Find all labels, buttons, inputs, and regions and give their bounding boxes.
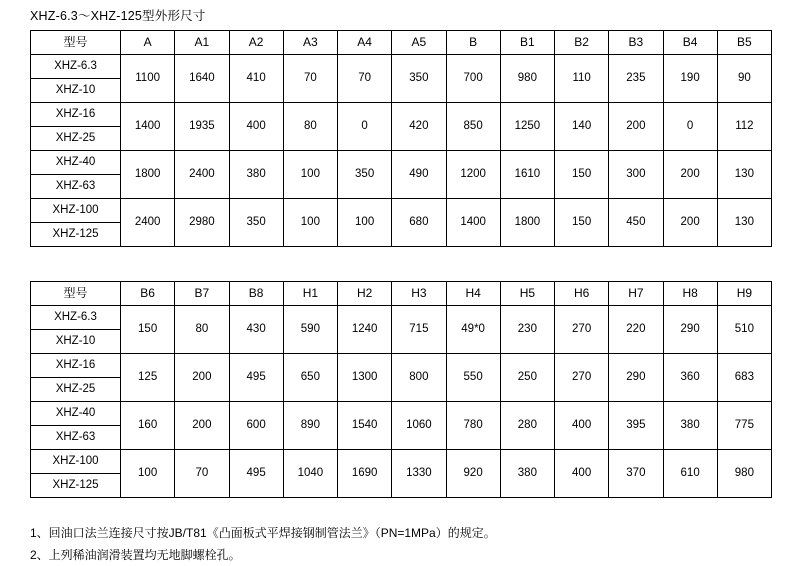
- value-cell: 112: [717, 103, 771, 151]
- table-row: [31, 199, 772, 223]
- value-cell: 140: [555, 103, 609, 151]
- value-cell: 200: [663, 151, 717, 199]
- value-cell: 150: [555, 199, 609, 247]
- value-cell: 395: [609, 402, 663, 450]
- value-cell: 270: [555, 354, 609, 402]
- column-header: B3: [609, 31, 663, 55]
- table-header-row: [31, 282, 772, 306]
- value-cell: 1240: [338, 306, 392, 354]
- value-cell: 90: [717, 55, 771, 103]
- model-cell: XHZ-125: [31, 223, 121, 247]
- column-header: H6: [555, 282, 609, 306]
- value-cell: 2400: [121, 199, 175, 247]
- column-header: B6: [121, 282, 175, 306]
- value-cell: 200: [663, 199, 717, 247]
- table-row: [31, 55, 772, 79]
- table-header-row: [31, 31, 772, 55]
- value-cell: 1400: [446, 199, 500, 247]
- value-cell: 700: [446, 55, 500, 103]
- column-header: B8: [229, 282, 283, 306]
- value-cell: 450: [609, 199, 663, 247]
- value-cell: 130: [717, 199, 771, 247]
- model-cell: XHZ-125: [31, 474, 121, 498]
- value-cell: 495: [229, 450, 283, 498]
- value-cell: 410: [229, 55, 283, 103]
- value-cell: 100: [121, 450, 175, 498]
- model-cell: XHZ-40: [31, 151, 121, 175]
- column-header: 型号: [31, 282, 121, 306]
- column-header: B5: [717, 31, 771, 55]
- value-cell: 890: [283, 402, 337, 450]
- value-cell: 400: [555, 450, 609, 498]
- model-cell: XHZ-10: [31, 79, 121, 103]
- column-header: H2: [338, 282, 392, 306]
- value-cell: 490: [392, 151, 446, 199]
- column-header: B2: [555, 31, 609, 55]
- note-item: 2、上列稀油润滑装置均无地脚螺栓孔。: [30, 548, 241, 562]
- table-row: [31, 450, 772, 474]
- table-row: [31, 306, 772, 330]
- value-cell: 0: [338, 103, 392, 151]
- value-cell: 49*0: [446, 306, 500, 354]
- model-cell: XHZ-10: [31, 330, 121, 354]
- value-cell: 190: [663, 55, 717, 103]
- value-cell: 370: [609, 450, 663, 498]
- notes-section: [30, 522, 772, 566]
- value-cell: 360: [663, 354, 717, 402]
- model-cell: XHZ-40: [31, 402, 121, 426]
- value-cell: 430: [229, 306, 283, 354]
- value-cell: 200: [175, 402, 229, 450]
- value-cell: 1540: [338, 402, 392, 450]
- column-header: B1: [500, 31, 554, 55]
- value-cell: 300: [609, 151, 663, 199]
- value-cell: 235: [609, 55, 663, 103]
- value-cell: 1610: [500, 151, 554, 199]
- model-cell: XHZ-16: [31, 103, 121, 127]
- value-cell: 420: [392, 103, 446, 151]
- model-cell: XHZ-25: [31, 127, 121, 151]
- value-cell: 650: [283, 354, 337, 402]
- model-cell: XHZ-16: [31, 354, 121, 378]
- value-cell: 230: [500, 306, 554, 354]
- value-cell: 680: [392, 199, 446, 247]
- value-cell: 290: [609, 354, 663, 402]
- column-header: H5: [500, 282, 554, 306]
- column-header: B: [446, 31, 500, 55]
- value-cell: 150: [555, 151, 609, 199]
- table-row: [31, 103, 772, 127]
- value-cell: 1060: [392, 402, 446, 450]
- value-cell: 1100: [121, 55, 175, 103]
- value-cell: 715: [392, 306, 446, 354]
- value-cell: 350: [392, 55, 446, 103]
- model-cell: XHZ-63: [31, 175, 121, 199]
- value-cell: 550: [446, 354, 500, 402]
- value-cell: 200: [609, 103, 663, 151]
- table-row: [31, 151, 772, 175]
- column-header: A: [121, 31, 175, 55]
- value-cell: 270: [555, 306, 609, 354]
- value-cell: 70: [175, 450, 229, 498]
- value-cell: 380: [229, 151, 283, 199]
- value-cell: 100: [338, 199, 392, 247]
- value-cell: 775: [717, 402, 771, 450]
- value-cell: 1935: [175, 103, 229, 151]
- value-cell: 400: [229, 103, 283, 151]
- column-header: H9: [717, 282, 771, 306]
- model-cell: XHZ-25: [31, 378, 121, 402]
- value-cell: 980: [717, 450, 771, 498]
- column-header: 型号: [31, 31, 121, 55]
- value-cell: 610: [663, 450, 717, 498]
- value-cell: 1330: [392, 450, 446, 498]
- column-header: A5: [392, 31, 446, 55]
- value-cell: 100: [283, 151, 337, 199]
- model-cell: XHZ-6.3: [31, 306, 121, 330]
- value-cell: 380: [500, 450, 554, 498]
- table-row: [31, 354, 772, 378]
- value-cell: 70: [283, 55, 337, 103]
- value-cell: 380: [663, 402, 717, 450]
- value-cell: 800: [392, 354, 446, 402]
- column-header: A2: [229, 31, 283, 55]
- value-cell: 130: [717, 151, 771, 199]
- column-header: A4: [338, 31, 392, 55]
- value-cell: 780: [446, 402, 500, 450]
- column-header: B7: [175, 282, 229, 306]
- value-cell: 600: [229, 402, 283, 450]
- column-header: H4: [446, 282, 500, 306]
- value-cell: 150: [121, 306, 175, 354]
- column-header: A1: [175, 31, 229, 55]
- value-cell: 220: [609, 306, 663, 354]
- value-cell: 1400: [121, 103, 175, 151]
- value-cell: 850: [446, 103, 500, 151]
- value-cell: 590: [283, 306, 337, 354]
- column-header: H3: [392, 282, 446, 306]
- value-cell: 70: [338, 55, 392, 103]
- column-header: H7: [609, 282, 663, 306]
- value-cell: 280: [500, 402, 554, 450]
- value-cell: 80: [175, 306, 229, 354]
- value-cell: 1040: [283, 450, 337, 498]
- value-cell: 400: [555, 402, 609, 450]
- model-cell: XHZ-100: [31, 199, 121, 223]
- column-header: H1: [283, 282, 337, 306]
- dimension-table-a: [30, 30, 772, 247]
- note-item: 1、回油口法兰连接尺寸按JB/T81《凸面板式平焊接钢制管法兰》（PN=1MPa）的规定。: [30, 526, 496, 540]
- page-title: XHZ-6.3～XHZ-125型外形尺寸: [30, 9, 206, 23]
- value-cell: 1690: [338, 450, 392, 498]
- value-cell: 125: [121, 354, 175, 402]
- value-cell: 1800: [500, 199, 554, 247]
- column-header: A3: [283, 31, 337, 55]
- value-cell: 1640: [175, 55, 229, 103]
- value-cell: 1800: [121, 151, 175, 199]
- model-cell: XHZ-63: [31, 426, 121, 450]
- table-gap: [30, 247, 772, 281]
- model-cell: XHZ-100: [31, 450, 121, 474]
- value-cell: 2400: [175, 151, 229, 199]
- value-cell: 80: [283, 103, 337, 151]
- value-cell: 350: [338, 151, 392, 199]
- value-cell: 200: [175, 354, 229, 402]
- value-cell: 0: [663, 103, 717, 151]
- value-cell: 110: [555, 55, 609, 103]
- value-cell: 1200: [446, 151, 500, 199]
- value-cell: 350: [229, 199, 283, 247]
- value-cell: 920: [446, 450, 500, 498]
- value-cell: 495: [229, 354, 283, 402]
- column-header: B4: [663, 31, 717, 55]
- value-cell: 683: [717, 354, 771, 402]
- value-cell: 250: [500, 354, 554, 402]
- value-cell: 2980: [175, 199, 229, 247]
- value-cell: 290: [663, 306, 717, 354]
- column-header: H8: [663, 282, 717, 306]
- model-cell: XHZ-6.3: [31, 55, 121, 79]
- value-cell: 980: [500, 55, 554, 103]
- value-cell: 160: [121, 402, 175, 450]
- value-cell: 1300: [338, 354, 392, 402]
- value-cell: 510: [717, 306, 771, 354]
- table-row: [31, 402, 772, 426]
- dimension-table-h: [30, 281, 772, 498]
- value-cell: 1250: [500, 103, 554, 151]
- value-cell: 100: [283, 199, 337, 247]
